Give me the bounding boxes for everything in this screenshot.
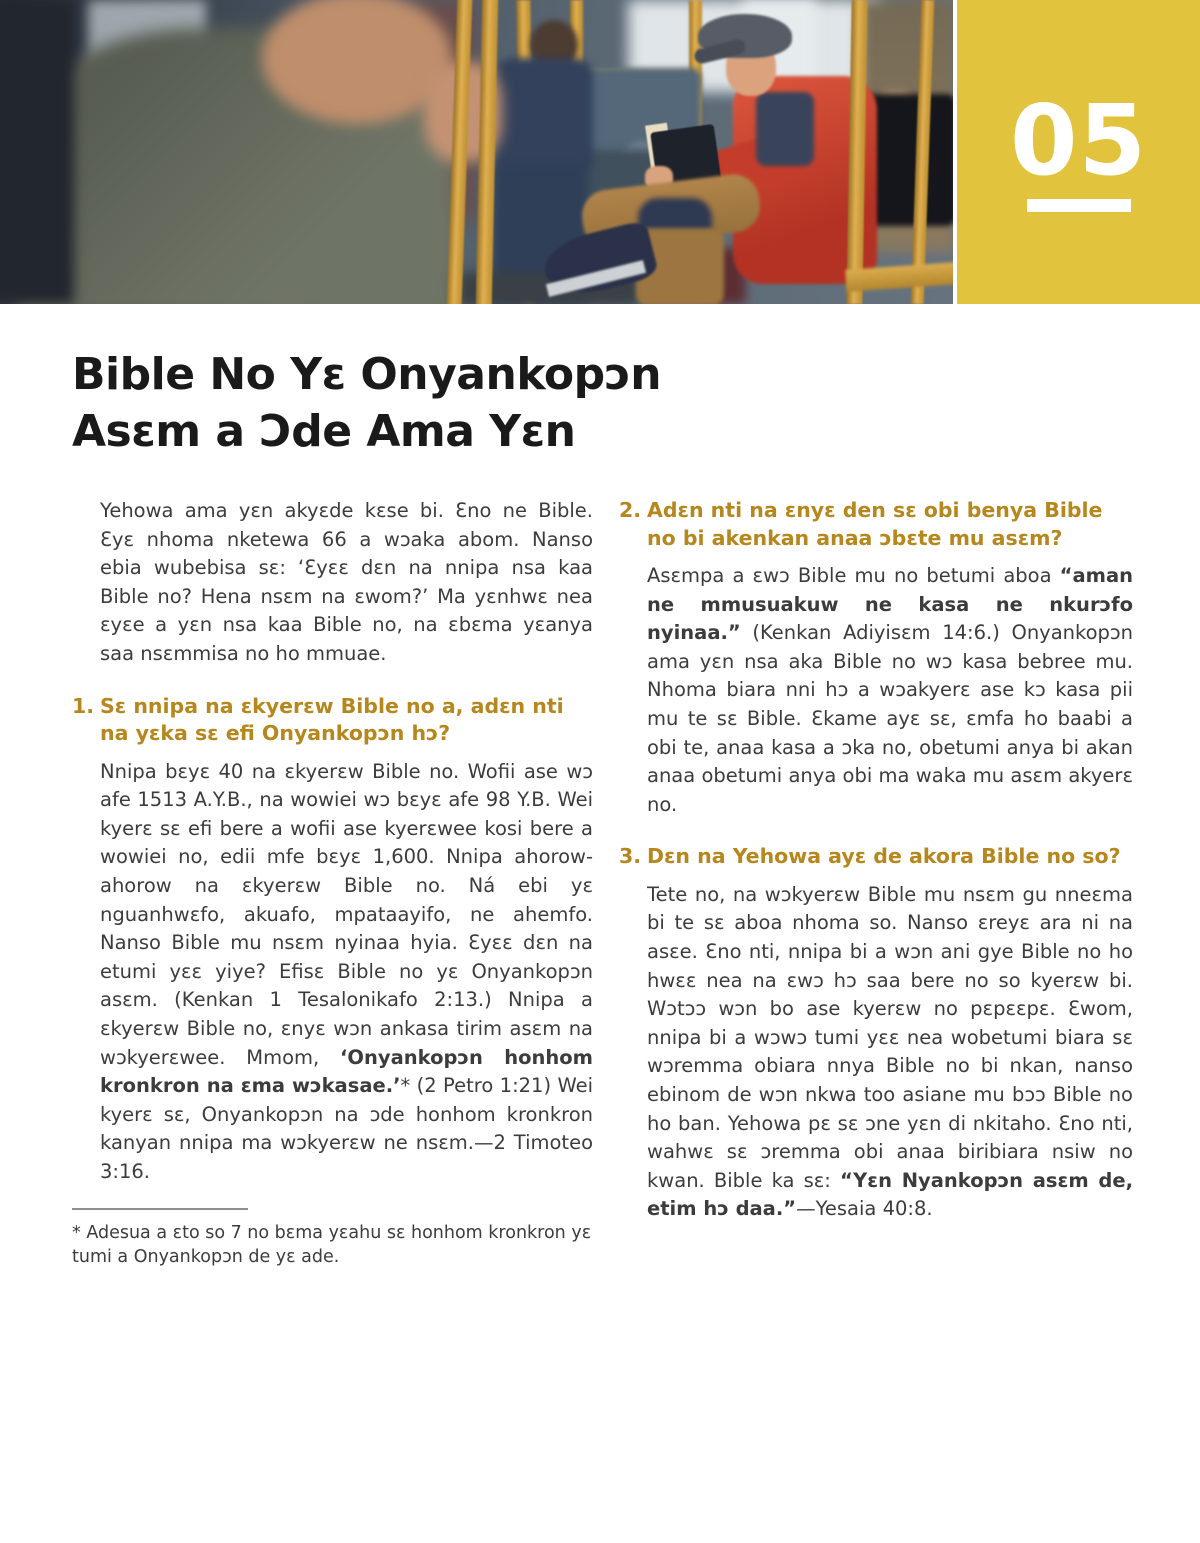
photo-reader-shirt: [756, 92, 814, 166]
question-1-heading: [72, 693, 593, 748]
content-columns: [72, 497, 1133, 1269]
photo-seated-passenger: [495, 58, 593, 176]
question-1-paragraph: Nnipa bɛyɛ 40 na ɛkyerɛw Bible no. Wofii ase wɔ afe 1513 A.Y.B., na wowiei wɔ bɛyɛ afe 98 Y.B. Wei kyerɛ sɛ efi bere a wofii ase kyerɛwee kosi bere a wowiei no, edii mfe bɛyɛ 1,600. Nnipa ahorow-ahorow na ɛkyerɛw Bible no. Ná ebi yɛ nguanhwɛfo, akuafo, mpataayifo, ne ahemfo. Nanso Bible mu nsɛm nyinaa hyia. Ɛyɛɛ dɛn na etumi yɛɛ yiye? Efisɛ Bible no yɛ Onyankopɔn asɛm. (Kenkan 1 Tesalonikafo 2:13.) Nnipa a ɛkyerɛw Bible no, ɛnyɛ wɔn ankasa tirim asɛm na wɔkyerɛwee. Mmom, ‘Onyankopɔn honhom kronkron na ɛma wɔkasae.’* (2 Petro 1:21) Wei kyerɛ sɛ, Onyankopɔn na ɔde honhom kronkron kanyan nnipa ma wɔkyerɛw ne nsɛm.—2 Timoteo 3:16.: [100, 759, 593, 1183]
question-3-number: 3.: [619, 844, 642, 869]
chapter-badge: [957, 0, 1200, 304]
question-3-heading-text: Dɛn na Yehowa ayɛ de akora Bible no so?: [647, 844, 1121, 869]
question-block-1: [72, 693, 593, 1187]
left-column: [72, 497, 593, 1269]
question-2-heading-text: Adɛn nti na ɛnyɛ den sɛ obi benya Bible no bi akenkan anaa ɔbɛte mu asɛm?: [647, 498, 1103, 550]
hero-photo: [0, 0, 953, 304]
question-2-heading: [619, 497, 1133, 552]
chapter-number: 05: [1010, 84, 1147, 197]
footnote-divider: [72, 1208, 248, 1210]
question-3-heading: [619, 843, 1133, 871]
question-3-paragraph: Tete no, na wɔkyerɛw Bible mu nsɛm gu nneɛma bi te sɛ aboa nhoma so. Nanso ɛreyɛ ara ni na asɛe. Ɛno nti, nnipa bi a wɔn ani gye Bible no ho hwɛɛ nea na ɛwɔ hɔ saa bere no so kyerɛw bi. Wɔtɔɔ wɔn bo ase kyerɛw no pɛpɛɛpɛ. Ɛwom, nnipa bi a wɔwɔ tumi yɛɛ nea wobetumi biara sɛ wɔremma obiara nnya Bible no bi nkan, nanso ebinom de wɔn nkwa too asiane mu bɔɔ Bible no ho ban. Yehowa pɛ sɛ ɔne yɛn di nkitaho. Ɛno nti, wahwɛ sɛ ɔremma obi anaa biribiara nsiw no kwan. Bible ka sɛ: “Yɛn Nyankopɔn asɛm de, etim hɔ daa.”—Yesaia 40:8.: [647, 882, 1133, 1221]
question-1-number: 1.: [72, 693, 95, 718]
question-block-3: [619, 843, 1133, 1224]
page-title-line-1: Bible No Yɛ Onyankopɔn: [72, 349, 662, 400]
photo-shadow: [0, 0, 74, 304]
question-block-2: [619, 497, 1133, 819]
page-title: [72, 346, 661, 460]
question-1-heading-text: Sɛ nnipa na ɛkyerɛw Bible no a, adɛn nti na yɛka sɛ efi Onyankopɔn hɔ?: [100, 693, 564, 746]
intro-paragraph: Yehowa ama yɛn akyɛde kɛse bi. Ɛno ne Bible. Ɛyɛ nhoma nketewa 66 a wɔaka abom. Nanso ebia wubebisa sɛ: ‘Ɛyɛɛ dɛn na nnipa nsa kaa Bible no? Hena nsɛm na ɛwom?’ Ma yɛnhwɛ nea ɛyɛe a yɛn nsa kaa Bible no, na ɛbɛma yɛanya saa nsɛmmisa no ho mmuae.: [100, 499, 593, 665]
right-column: [619, 497, 1133, 1269]
question-2-paragraph: Asɛmpa a ɛwɔ Bible mu no betumi aboa “aman ne mmusuakuw ne kasa ne nkurɔfo nyinaa.” (Kenkan Adiyisɛm 14:6.) Onyankopɔn ama yɛn nsa aka Bible no wɔ kasa bebree mu. Nhoma biara nni hɔ a wɔakyerɛ ase kɔ kasa pii mu te sɛ Bible. Ɛkame ayɛ sɛ, ɛmfa ho baabi a obi te, anaa kasa a ɔka no, obetumi anya bi akan anaa obetumi anya obi ma waka mu asɛm akyerɛ no.: [647, 564, 1133, 816]
chapter-underline: [1027, 199, 1131, 212]
page-title-line-2: Asɛm a Ɔde Ama Yɛn: [72, 406, 576, 457]
footnote: [72, 1208, 593, 1269]
question-2-number: 2.: [619, 498, 642, 522]
footnote-text: * Adesua a ɛto so 7 no bɛma yɛahu sɛ honhom kronkron yɛ tumi a Onyankopɔn de yɛ ade.: [72, 1223, 592, 1267]
